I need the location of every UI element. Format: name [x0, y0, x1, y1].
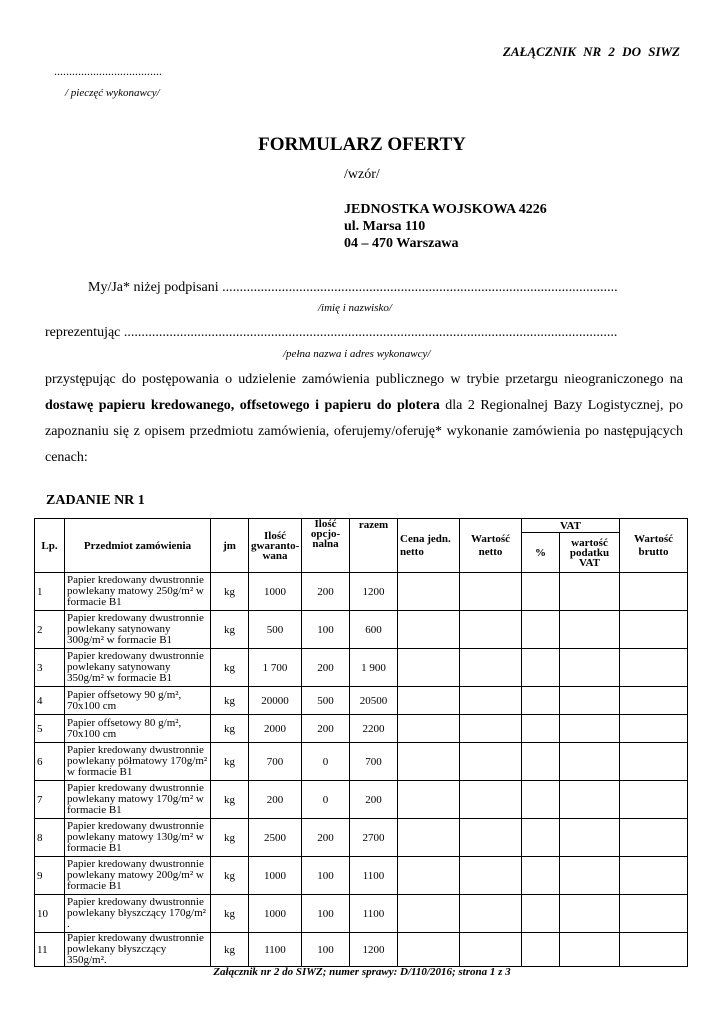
row-unit-price	[398, 781, 460, 819]
row-guaranteed: 700	[249, 743, 302, 781]
row-net-value	[460, 715, 522, 743]
row-vat-percent	[522, 743, 560, 781]
row-total: 1200	[350, 573, 398, 611]
row-unit-price	[398, 649, 460, 687]
row-unit: kg	[211, 687, 249, 715]
row-total: 600	[350, 611, 398, 649]
row-total: 1200	[350, 933, 398, 967]
table-row	[35, 649, 688, 687]
row-total: 2700	[350, 819, 398, 857]
row-unit-price	[398, 715, 460, 743]
annex-label: ZAŁĄCZNIK NR 2 DO SIWZ	[502, 44, 680, 59]
row-net-value	[460, 687, 522, 715]
stamp-caption: / pieczęć wykonawcy/	[65, 87, 160, 99]
row-gross-value	[620, 611, 688, 649]
row-optional: 100	[302, 857, 350, 895]
row-vat-amount	[560, 819, 620, 857]
row-item: Papier kredowany dwustronnie powlekany matowy 130g/m² w formacie B1	[65, 819, 211, 857]
offer-paragraph	[45, 367, 683, 471]
row-optional: 0	[302, 781, 350, 819]
row-vat-percent	[522, 649, 560, 687]
row-unit-price	[398, 743, 460, 781]
offer-table	[34, 518, 688, 967]
header-unit: jm	[211, 519, 249, 573]
row-vat-percent	[522, 781, 560, 819]
header-item: Przedmiot zamówienia	[65, 519, 211, 573]
row-vat-percent	[522, 715, 560, 743]
row-item: Papier kredowany dwustronnie powlekany satynowany 300g/m² w formacie B1	[65, 611, 211, 649]
row-vat-amount	[560, 933, 620, 967]
row-vat-amount	[560, 649, 620, 687]
row-net-value	[460, 573, 522, 611]
row-guaranteed: 1000	[249, 573, 302, 611]
header-net-value: Wartość netto	[460, 519, 522, 573]
row-lp: 8	[35, 819, 65, 857]
header-vat: VAT	[522, 519, 620, 533]
row-item: Papier offsetowy 90 g/m², 70x100 cm	[65, 687, 211, 715]
row-vat-percent	[522, 819, 560, 857]
row-item: Papier kredowany dwustronnie powlekany półmatowy 170g/m² w formacie B1	[65, 743, 211, 781]
row-optional: 200	[302, 573, 350, 611]
signed-caption: /imię i nazwisko/	[318, 302, 392, 314]
row-optional: 100	[302, 895, 350, 933]
row-optional: 0	[302, 743, 350, 781]
row-unit: kg	[211, 819, 249, 857]
row-unit: kg	[211, 649, 249, 687]
row-guaranteed: 1000	[249, 895, 302, 933]
header-vat-percent: %	[522, 533, 560, 573]
row-net-value	[460, 857, 522, 895]
row-total: 1100	[350, 895, 398, 933]
row-gross-value	[620, 781, 688, 819]
row-guaranteed: 1 700	[249, 649, 302, 687]
row-net-value	[460, 611, 522, 649]
row-unit: kg	[211, 895, 249, 933]
row-item: Papier offsetowy 80 g/m², 70x100 cm	[65, 715, 211, 743]
recipient-line-2: ul. Marsa 110	[344, 219, 426, 234]
row-total: 2200	[350, 715, 398, 743]
row-vat-percent	[522, 895, 560, 933]
row-gross-value	[620, 715, 688, 743]
representing-caption: /pełna nazwa i adres wykonawcy/	[283, 348, 431, 360]
row-lp: 4	[35, 687, 65, 715]
header-gross-value: Wartość brutto	[620, 519, 688, 573]
row-optional: 100	[302, 611, 350, 649]
row-gross-value	[620, 649, 688, 687]
row-lp: 10	[35, 895, 65, 933]
page-subtitle: /wzór/	[344, 167, 380, 182]
row-item: Papier kredowany dwustronnie powlekany matowy 200g/m² w formacie B1	[65, 857, 211, 895]
row-gross-value	[620, 933, 688, 967]
row-unit: kg	[211, 611, 249, 649]
row-gross-value	[620, 687, 688, 715]
signed-line: My/Ja* niżej podpisani .................................................................................................................	[88, 280, 618, 295]
stamp-dots: ....................................	[54, 64, 162, 78]
header-unit-price: Cena jedn. netto	[398, 519, 460, 573]
row-unit-price	[398, 573, 460, 611]
row-optional: 200	[302, 715, 350, 743]
row-vat-amount	[560, 573, 620, 611]
row-gross-value	[620, 895, 688, 933]
table-row	[35, 743, 688, 781]
row-guaranteed: 1000	[249, 857, 302, 895]
paragraph-part-1: przystępując do postępowania o udzielenie zamówienia publicznego w trybie przetargu nieograniczonego na	[45, 372, 683, 387]
row-guaranteed: 20000	[249, 687, 302, 715]
table-row	[35, 611, 688, 649]
row-total: 1100	[350, 857, 398, 895]
row-vat-amount	[560, 781, 620, 819]
row-total: 20500	[350, 687, 398, 715]
paragraph-part-2: dla 2 Regionalnej Bazy Logistycznej, po zapoznaniu się z opisem przedmiotu zamówienia, oferujemy/oferuję* wykonanie zamówienia po następujących cenach:	[45, 398, 684, 465]
row-item: Papier kredowany dwustronnie powlekany błyszczący 350g/m².	[65, 933, 211, 967]
row-vat-amount	[560, 687, 620, 715]
row-unit-price	[398, 819, 460, 857]
header-total: razem	[350, 519, 398, 573]
row-optional: 200	[302, 819, 350, 857]
row-guaranteed: 1100	[249, 933, 302, 967]
row-net-value	[460, 895, 522, 933]
row-lp: 3	[35, 649, 65, 687]
page-footer: Załącznik nr 2 do SIWZ; numer sprawy: D/110/2016; strona 1 z 3	[213, 966, 511, 978]
row-unit: kg	[211, 743, 249, 781]
row-guaranteed: 2500	[249, 819, 302, 857]
row-gross-value	[620, 743, 688, 781]
row-vat-percent	[522, 933, 560, 967]
paragraph-subject: dostawę papieru kredowanego, offsetowego i papieru do plotera	[45, 398, 440, 413]
row-unit: kg	[211, 857, 249, 895]
row-item: Papier kredowany dwustronnie powlekany satynowany 350g/m² w formacie B1	[65, 649, 211, 687]
row-vat-percent	[522, 857, 560, 895]
table-row	[35, 781, 688, 819]
row-unit-price	[398, 611, 460, 649]
row-net-value	[460, 933, 522, 967]
recipient-line-3: 04 – 470 Warszawa	[344, 236, 459, 251]
row-total: 700	[350, 743, 398, 781]
header-optional: Ilość opcjo-nalna	[302, 519, 350, 573]
row-vat-amount	[560, 743, 620, 781]
row-lp: 6	[35, 743, 65, 781]
row-net-value	[460, 743, 522, 781]
row-unit-price	[398, 857, 460, 895]
row-net-value	[460, 649, 522, 687]
row-unit: kg	[211, 933, 249, 967]
row-lp: 2	[35, 611, 65, 649]
table-row	[35, 715, 688, 743]
row-net-value	[460, 819, 522, 857]
row-item: Papier kredowany dwustronnie powlekany matowy 250g/m² w formacie B1	[65, 573, 211, 611]
header-lp: Lp.	[35, 519, 65, 573]
row-guaranteed: 200	[249, 781, 302, 819]
row-gross-value	[620, 573, 688, 611]
table-row	[35, 687, 688, 715]
table-row	[35, 857, 688, 895]
table-row	[35, 573, 688, 611]
row-lp: 1	[35, 573, 65, 611]
row-vat-percent	[522, 573, 560, 611]
row-total: 200	[350, 781, 398, 819]
row-lp: 9	[35, 857, 65, 895]
row-gross-value	[620, 819, 688, 857]
row-gross-value	[620, 857, 688, 895]
row-unit: kg	[211, 715, 249, 743]
table-row	[35, 933, 688, 967]
row-vat-amount	[560, 857, 620, 895]
table-row	[35, 819, 688, 857]
row-optional: 100	[302, 933, 350, 967]
header-vat-amount: wartość podatku VAT	[560, 533, 620, 573]
row-vat-percent	[522, 687, 560, 715]
row-vat-percent	[522, 611, 560, 649]
header-guaranteed: Ilość gwaranto-wana	[249, 519, 302, 573]
table-row	[35, 895, 688, 933]
row-unit-price	[398, 895, 460, 933]
row-unit-price	[398, 687, 460, 715]
row-optional: 200	[302, 649, 350, 687]
row-vat-amount	[560, 715, 620, 743]
row-unit: kg	[211, 781, 249, 819]
row-optional: 500	[302, 687, 350, 715]
row-unit: kg	[211, 573, 249, 611]
representing-line: reprezentując .............................................................................................................................................	[45, 325, 618, 340]
page-title: FORMULARZ OFERTY	[258, 134, 466, 155]
task-title: ZADANIE NR 1	[46, 493, 145, 508]
row-guaranteed: 500	[249, 611, 302, 649]
row-vat-amount	[560, 895, 620, 933]
row-net-value	[460, 781, 522, 819]
row-guaranteed: 2000	[249, 715, 302, 743]
row-vat-amount	[560, 611, 620, 649]
row-item: Papier kredowany dwustronnie powlekany matowy 170g/m² w formacie B1	[65, 781, 211, 819]
row-item: Papier kredowany dwustronnie powlekany błyszczący 170g/m² .	[65, 895, 211, 933]
row-total: 1 900	[350, 649, 398, 687]
row-lp: 5	[35, 715, 65, 743]
row-lp: 7	[35, 781, 65, 819]
row-lp: 11	[35, 933, 65, 967]
recipient-line-1: JEDNOSTKA WOJSKOWA 4226	[344, 202, 547, 217]
row-unit-price	[398, 933, 460, 967]
